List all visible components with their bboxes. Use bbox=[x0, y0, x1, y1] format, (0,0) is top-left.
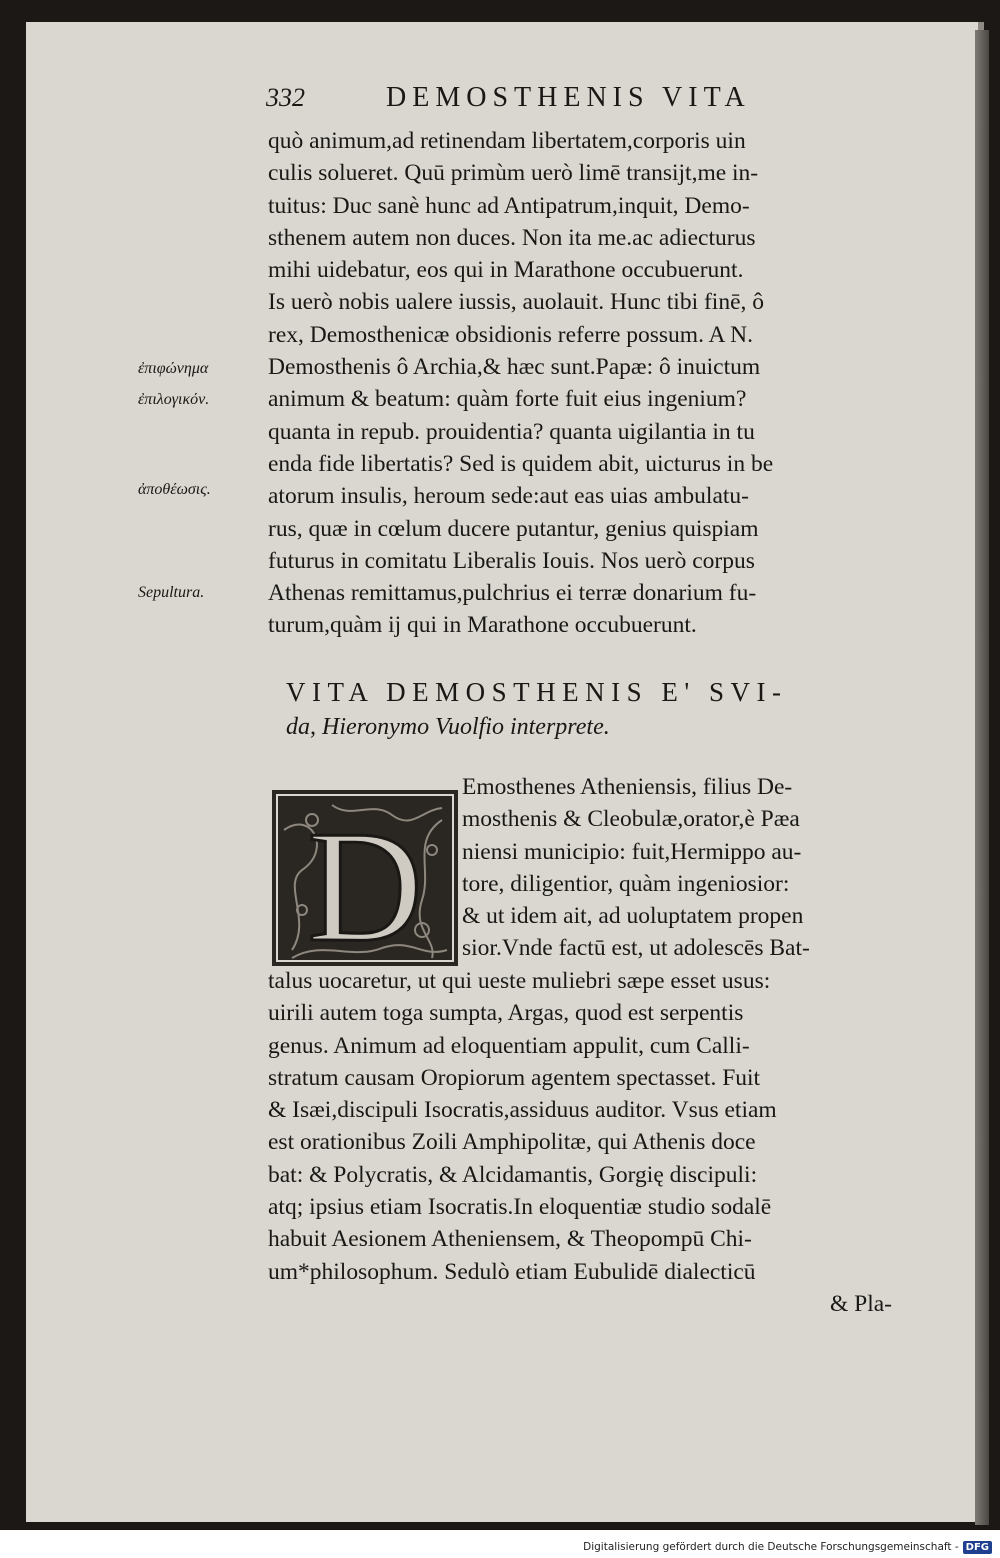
text-line: mosthenis & Cleobulæ,orator,è Pæa bbox=[462, 806, 800, 833]
text-line: futurus in comitatu Liberalis Iouis. Nos uerò corpus bbox=[268, 547, 755, 574]
text-line: quanta in repub. prouidentia? quanta uigilantia in tu bbox=[268, 418, 755, 445]
dfg-logo: DFG bbox=[963, 1541, 992, 1554]
text-line: animum & beatum: quàm forte fuit eius ingenium? bbox=[268, 386, 747, 413]
text-line: atq; ipsius etiam Isocratis.In eloquentiæ studio sodalē bbox=[268, 1194, 772, 1221]
text-line: rus, quæ in cœlum ducere putantur, genius quispiam bbox=[268, 515, 759, 542]
margin-note-apotheosis: ἀποθέωσις. bbox=[138, 481, 211, 498]
text-line: atorum insulis, heroum sede:aut eas uias ambulatu- bbox=[268, 483, 749, 510]
text-line: & ut idem ait, ad uoluptatem propen bbox=[462, 903, 804, 930]
margin-note-epilogikon: ἐπιλογικόν. bbox=[138, 391, 210, 408]
text-line: Athenas remittamus,pulchrius ei terræ donarium fu- bbox=[268, 580, 757, 607]
text-line: uirili autem toga sumpta, Argas, quod est serpentis bbox=[268, 1000, 744, 1027]
initial-letter: D bbox=[307, 797, 423, 966]
footer-credit-text: Digitalisierung gefördert durch die Deutsche Forschungsgemeinschaft - bbox=[583, 1541, 959, 1553]
text-line: Is uerò nobis ualere iussis, auolauit. Hunc tibi finē, ô bbox=[268, 289, 765, 316]
text-line: mihi uidebatur, eos qui in Marathone occubuerunt. bbox=[268, 257, 744, 284]
section-title bbox=[286, 674, 926, 744]
text-line: Emosthenes Atheniensis, filius De- bbox=[462, 774, 793, 800]
page-gutter-shadow bbox=[975, 30, 989, 1525]
text-line: stratum causam Oropiorum agentem spectasset. Fuit bbox=[268, 1064, 761, 1091]
text-line: bat: & Polycratis, & Alcidamantis, Gorgię discipuli: bbox=[268, 1161, 758, 1188]
margin-note-epiphonema: ἐπιφώνημα bbox=[138, 360, 209, 377]
body-text-bottom bbox=[268, 965, 918, 1288]
footer-credit bbox=[0, 1536, 1000, 1558]
text-line: turum,quàm ij qui in Marathone occubuerunt. bbox=[268, 612, 697, 639]
text-line: Demosthenis ô Archia,& hæc sunt.Papæ: ô inuictum bbox=[268, 354, 761, 381]
text-line: sior.Vnde factū est, ut adolescēs Bat- bbox=[462, 935, 810, 962]
text-line: quò animum,ad retinendam libertatem,corporis uin bbox=[268, 128, 746, 154]
text-line: um*philosophum. Sedulò etiam Eubulidē dialecticū bbox=[268, 1258, 756, 1285]
text-line: genus. Animum ad eloquentiam appulit, cum Calli- bbox=[268, 1032, 750, 1059]
section-title-line-1: VITA DEMOSTHENIS E' SVI- bbox=[286, 677, 788, 707]
page-header bbox=[266, 82, 846, 114]
catchword: & Pla- bbox=[829, 1291, 892, 1317]
page-number: 332 bbox=[266, 83, 305, 112]
running-head: DEMOSTHENIS VITA bbox=[386, 82, 751, 113]
body-text-indented bbox=[462, 771, 922, 965]
text-line: culis solueret. Quū primùm uerò limē transijt,me in- bbox=[268, 160, 759, 187]
text-line: tore, diligentior, quàm ingeniosior: bbox=[462, 870, 790, 897]
text-line: niensi municipio: fuit,Hermippo au- bbox=[462, 838, 802, 865]
text-line: tuitus: Duc sanè hunc ad Antipatrum,inquit, Demo- bbox=[268, 192, 750, 219]
text-line: sthenem autem non duces. Non ita me.ac adiecturus bbox=[268, 224, 756, 251]
text-line: habuit Aesionem Atheniensem, & Theopompū Chi- bbox=[268, 1226, 752, 1253]
decorated-initial bbox=[272, 790, 458, 966]
text-line: & Isæi,discipuli Isocratis,assiduus auditor. Vsus etiam bbox=[268, 1097, 777, 1124]
text-line: est orationibus Zoili Amphipolitæ, qui Athenis doce bbox=[268, 1129, 756, 1156]
body-text-top bbox=[268, 125, 918, 642]
text-line: enda fide libertatis? Sed is quidem abit, uicturus in be bbox=[268, 450, 774, 477]
text-line: rex, Demosthenicæ obsidionis referre possum. A N. bbox=[268, 321, 753, 348]
text-line: talus uocaretur, ut qui ueste muliebri sæpe esset usus: bbox=[268, 968, 771, 994]
section-title-line-2: da, Hieronymo Vuolfio interprete. bbox=[286, 714, 610, 740]
margin-note-sepultura: Sepultura. bbox=[138, 584, 205, 601]
